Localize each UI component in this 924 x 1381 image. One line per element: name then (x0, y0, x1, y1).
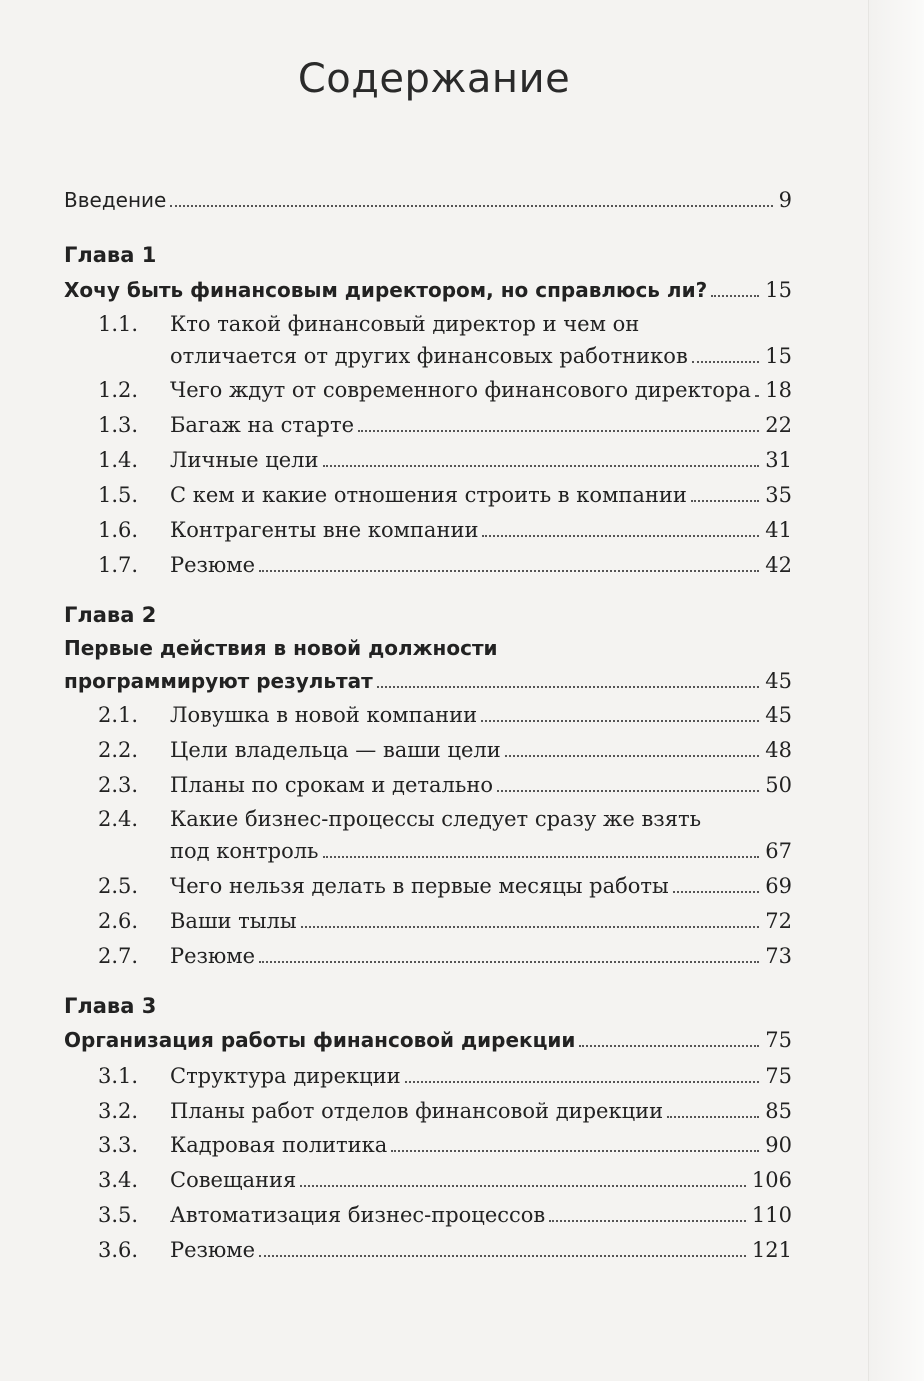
section-number: 1.6. (98, 518, 139, 542)
toc-entry (98, 1131, 792, 1159)
dot-leader (405, 1081, 760, 1083)
toc-page-number: 42 (765, 553, 792, 577)
toc-entry (98, 1166, 792, 1194)
dot-leader (391, 1150, 759, 1152)
section-number: 2.6. (98, 909, 139, 933)
section-title: Цели владельца — ваши цели (170, 738, 501, 762)
section-number: 1.4. (98, 448, 139, 472)
toc-entry-intro (64, 186, 792, 214)
toc-page-number: 90 (765, 1133, 792, 1157)
toc-page-number: 73 (765, 944, 792, 968)
toc-page-number: 72 (765, 909, 792, 933)
section-number: 2.3. (98, 773, 139, 797)
toc-entry-continued (98, 342, 792, 370)
toc-entry (98, 771, 792, 799)
dot-leader (579, 1045, 759, 1047)
toc-entry (98, 1062, 792, 1090)
section-title: Кто такой финансовый директор и чем он (170, 312, 640, 336)
dot-leader (377, 686, 760, 688)
toc-page-number: 75 (765, 1064, 792, 1088)
section-title: Какие бизнес-процессы следует сразу же взять (170, 807, 702, 831)
section-title: Резюме (170, 944, 256, 968)
toc-page-number: 18 (765, 378, 792, 402)
toc-page-number: 106 (751, 1168, 792, 1192)
toc-entry (98, 1201, 792, 1229)
toc-entry (98, 805, 792, 833)
chapter-label: Глава 1 (64, 243, 157, 267)
toc-entry (98, 701, 792, 729)
section-number: 3.1. (98, 1064, 139, 1088)
section-number: 3.4. (98, 1168, 139, 1192)
section-number: 1.3. (98, 413, 139, 437)
toc-page-number: 67 (765, 839, 792, 863)
chapter-title: Первые действия в новой должности (64, 636, 498, 660)
toc-entry (98, 736, 792, 764)
toc-entry (98, 411, 792, 439)
section-title: Резюме (170, 553, 256, 577)
toc-page-number: 45 (765, 703, 792, 727)
section-number: 2.4. (98, 807, 139, 831)
dot-leader (505, 755, 760, 757)
chapter-title: Хочу быть финансовым директором, но справлюсь ли? (64, 278, 708, 302)
dot-leader (482, 535, 759, 537)
toc-entry (98, 516, 792, 544)
toc-entry (98, 310, 792, 338)
dot-leader (711, 295, 759, 297)
chapter-label: Глава 2 (64, 603, 157, 627)
chapter-title-row (64, 276, 792, 304)
section-number: 2.2. (98, 738, 139, 762)
toc-entry (98, 376, 792, 404)
toc-page-number: 35 (765, 483, 792, 507)
toc-page-number: 85 (765, 1099, 792, 1123)
toc-entry (98, 942, 792, 970)
dot-leader (323, 856, 760, 858)
toc-page-number: 110 (751, 1203, 792, 1227)
dot-leader (481, 720, 759, 722)
toc-entry (98, 1236, 792, 1264)
section-number: 3.5. (98, 1203, 139, 1227)
dot-leader (259, 570, 759, 572)
dot-leader (549, 1220, 746, 1222)
section-number: 3.2. (98, 1099, 139, 1123)
toc-page-number: 121 (751, 1238, 792, 1262)
dot-leader (673, 891, 760, 893)
dot-leader (755, 395, 759, 397)
section-number: 3.3. (98, 1133, 139, 1157)
toc-page-number: 41 (765, 518, 792, 542)
toc-entry (98, 907, 792, 935)
section-title: Чего ждут от современного финансового директора (170, 378, 751, 402)
section-number: 2.7. (98, 944, 139, 968)
section-title: Чего нельзя делать в первые месяцы работы (170, 874, 669, 898)
section-title: Кадровая политика (170, 1133, 388, 1157)
section-number: 1.2. (98, 378, 139, 402)
section-title: отличается от других финансовых работников (170, 344, 688, 368)
toc-page-number: 48 (765, 738, 792, 762)
toc-page-number: 75 (765, 1028, 792, 1052)
chapter-title: Организация работы финансовой дирекции (64, 1028, 576, 1052)
section-title: С кем и какие отношения строить в компании (170, 483, 687, 507)
section-number: 1.7. (98, 553, 139, 577)
toc-entry-title: Введение (64, 188, 167, 212)
toc-entry (98, 481, 792, 509)
section-title: Планы работ отделов финансовой дирекции (170, 1099, 664, 1123)
toc-entry (98, 872, 792, 900)
toc-entry (98, 446, 792, 474)
section-number: 1.1. (98, 312, 139, 336)
section-title: Личные цели (170, 448, 319, 472)
toc-page-number: 45 (765, 669, 792, 693)
dot-leader (692, 361, 759, 363)
section-title: Совещания (170, 1168, 297, 1192)
section-title: Контрагенты вне компании (170, 518, 479, 542)
dot-leader (259, 961, 759, 963)
dot-leader (300, 1185, 746, 1187)
chapter-title-row (64, 667, 792, 695)
section-title: Автоматизация бизнес-процессов (170, 1203, 546, 1227)
toc-page-number: 31 (765, 448, 792, 472)
toc-page-number: 15 (765, 344, 792, 368)
section-number: 2.5. (98, 874, 139, 898)
toc-page-number: 9 (778, 188, 792, 212)
chapter-title-row (64, 1026, 792, 1054)
toc-page-number: 69 (765, 874, 792, 898)
section-title: Резюме (170, 1238, 256, 1262)
toc-entry (98, 551, 792, 579)
section-number: 2.1. (98, 703, 139, 727)
dot-leader (301, 926, 760, 928)
toc-page-number: 50 (765, 773, 792, 797)
section-title: Планы по срокам и детально (170, 773, 493, 797)
dot-leader (358, 430, 759, 432)
toc-page-number: 15 (765, 278, 792, 302)
section-title: Багаж на старте (170, 413, 355, 437)
page-title: Содержание (297, 56, 571, 102)
chapter-label: Глава 3 (64, 994, 157, 1018)
toc-entry-continued (98, 837, 792, 865)
dot-leader (667, 1116, 759, 1118)
toc-entry (98, 1097, 792, 1125)
chapter-title: программируют результат (64, 669, 373, 693)
page-edge (868, 0, 924, 1381)
section-title: Ваши тылы (170, 909, 297, 933)
section-title: Структура дирекции (170, 1064, 401, 1088)
dot-leader (259, 1255, 746, 1257)
section-number: 1.5. (98, 483, 139, 507)
section-title: Ловушка в новой компании (170, 703, 478, 727)
dot-leader (691, 500, 759, 502)
toc-page-number: 22 (765, 413, 792, 437)
section-title: под контроль (170, 839, 319, 863)
dot-leader (497, 790, 759, 792)
dot-leader (170, 205, 772, 207)
dot-leader (323, 465, 760, 467)
section-number: 3.6. (98, 1238, 139, 1262)
